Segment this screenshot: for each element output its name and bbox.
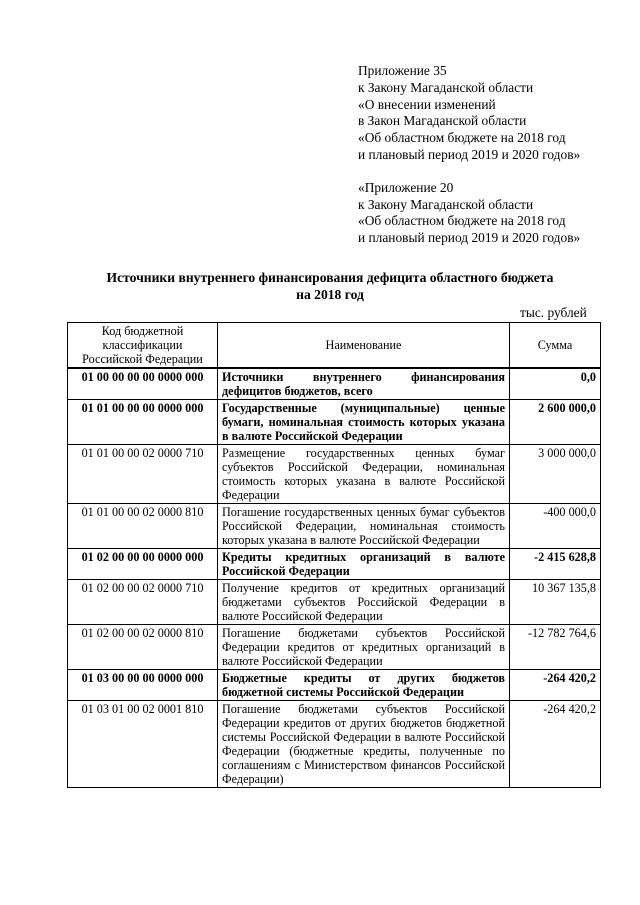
code-cell: 01 01 00 00 02 0000 810: [68, 504, 218, 549]
code-cell: 01 00 00 00 00 0000 000: [68, 368, 218, 400]
amount-cell: -400 000,0: [510, 504, 601, 549]
appendix-line: «Об областном бюджете на 2018 год: [358, 213, 566, 229]
name-cell: Размещение государственных ценных бумаг субъектов Российской Федерации, номинальная стоимость которых указана в валюте Российской Федерации: [218, 445, 510, 504]
table-row: [68, 445, 601, 504]
appendix-line: «Приложение 20: [358, 179, 454, 195]
table-row: [68, 549, 601, 580]
amount-cell: -12 782 764,6: [510, 625, 601, 670]
appendix-line: «О внесении изменений: [358, 96, 496, 112]
name-cell: Погашение бюджетами субъектов Российской Федерации кредитов от кредитных организаций в валюте Российской Федерации: [218, 625, 510, 670]
document-title-line: на 2018 год: [296, 287, 364, 302]
name-cell: Источники внутреннего финансирования дефицитов бюджетов, всего: [218, 368, 510, 400]
name-cell: Погашение бюджетами субъектов Российской Федерации кредитов от других бюджетов бюджетной системы Российской Федерации в валюте Российской Федерации (бюджетные кредиты, полученные по соглашениям с Министерством финансов Российской Федерации): [218, 701, 510, 788]
appendix-line: Приложение 35: [358, 63, 447, 78]
appendix-line: к Закону Магаданской области: [358, 79, 534, 95]
name-cell: Кредиты кредитных организаций в валюте Российской Федерации: [218, 549, 510, 580]
name-cell: Бюджетные кредиты от других бюджетов бюджетной системы Российской Федерации: [218, 670, 510, 701]
appendix-line: к Закону Магаданской области: [358, 196, 534, 212]
unit-label: тыс. рублей: [520, 305, 587, 320]
amount-cell: 0,0: [510, 368, 601, 400]
code-cell: 01 03 01 00 02 0001 810: [68, 701, 218, 788]
table-header-row: [68, 323, 601, 369]
table-row: [68, 701, 601, 788]
code-cell: 01 01 00 00 02 0000 710: [68, 445, 218, 504]
amount-cell: 10 367 135,8: [510, 580, 601, 625]
header-code: Код бюджетной классификации Российской Федерации: [68, 323, 218, 369]
code-cell: 01 01 00 00 00 0000 000: [68, 400, 218, 445]
appendix-spacer: [358, 164, 580, 180]
code-cell: 01 02 00 00 02 0000 810: [68, 625, 218, 670]
code-cell: 01 03 00 00 00 0000 000: [68, 670, 218, 701]
appendix-line: «Об областном бюджете на 2018 год: [358, 130, 566, 146]
appendix-line: и плановый период 2019 и 2020 годов»: [358, 230, 581, 246]
table-row: [68, 625, 601, 670]
amount-cell: -264 420,2: [510, 701, 601, 788]
name-cell: Государственные (муниципальные) ценные бумаги, номинальная стоимость которых указана в валюте Российской Федерации: [218, 400, 510, 445]
code-cell: 01 02 00 00 00 0000 000: [68, 549, 218, 580]
document-title-line: Источники внутреннего финансирования дефицита областного бюджета: [106, 270, 554, 285]
table-row: [68, 400, 601, 445]
name-cell: Погашение государственных ценных бумаг субъектов Российской Федерации, номинальная стоимость которых указана в валюте Российской Федерации: [218, 504, 510, 549]
table-body: [68, 368, 601, 788]
appendix-line: и плановый период 2019 и 2020 годов»: [358, 146, 581, 162]
table-row: [68, 368, 601, 400]
document-title: [60, 269, 600, 303]
sources-table: [67, 322, 601, 788]
header-name: Наименование: [218, 323, 510, 369]
appendix-header: [358, 63, 580, 247]
code-cell: 01 02 00 00 02 0000 710: [68, 580, 218, 625]
table-row: [68, 504, 601, 549]
header-amount: Сумма: [510, 323, 601, 369]
amount-cell: -264 420,2: [510, 670, 601, 701]
table-row: [68, 670, 601, 701]
appendix-line: в Закон Магаданской области: [358, 113, 527, 129]
amount-cell: 2 600 000,0: [510, 400, 601, 445]
table-row: [68, 580, 601, 625]
name-cell: Получение кредитов от кредитных организаций бюджетами субъектов Российской Федерации в валюте Российской Федерации: [218, 580, 510, 625]
amount-cell: -2 415 628,8: [510, 549, 601, 580]
amount-cell: 3 000 000,0: [510, 445, 601, 504]
